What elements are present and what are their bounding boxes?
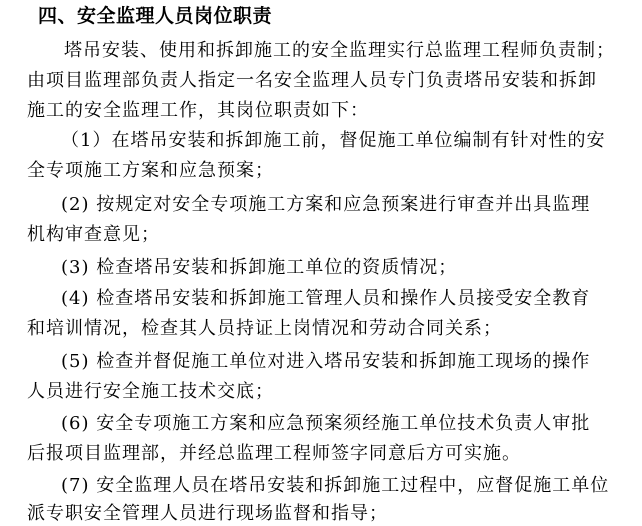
section-heading: 四、安全监理人员岗位职责: [38, 5, 273, 27]
item-6-line-1: (6) 安全专项施工方案和应急预案须经施工单位技术负责人审批: [61, 413, 591, 434]
item-2-line-1: (2) 按规定对安全专项施工方案和应急预案进行审查并出具监理: [61, 194, 591, 215]
item-4-line-2: 和培训情况，检查其人员持证上岗情况和劳动合同关系；: [27, 318, 502, 339]
item-3-line-1: (3) 检查塔吊安装和拆卸施工单位的资质情况；: [61, 257, 458, 278]
item-5-line-1: (5) 检查并督促施工单位对进入塔吊安装和拆卸施工现场的操作: [61, 351, 591, 372]
item-6-line-2: 后报项目监理部，并经总监理工程师签字同意后方可实施。: [27, 443, 521, 464]
item-5-line-2: 人员进行安全施工技术交底；: [27, 381, 274, 402]
item-7-line-2: 派专职安全管理人员进行现场监督和指导；: [27, 503, 388, 524]
intro-line-1: 塔吊安装、使用和拆卸施工的安全监理实行总监理工程师负责制；: [64, 40, 615, 61]
item-1-line-1: （1）在塔吊安装和拆卸施工前，督促施工单位编制有针对性的安: [61, 130, 606, 151]
item-2-line-2: 机构审查意见；: [27, 224, 160, 245]
item-7-line-1: (7) 安全监理人员在塔吊安装和拆卸施工过程中，应督促施工单位: [61, 475, 610, 496]
item-1-line-2: 全专项施工方案和应急预案；: [27, 160, 274, 181]
intro-line-3: 施工的安全监理工作，其岗位职责如下：: [27, 100, 369, 121]
item-4-line-1: (4) 检查塔吊安装和拆卸施工管理人员和操作人员接受安全教育: [61, 288, 591, 309]
intro-line-2: 由项目监理部负责人指定一名安全监理人员专门负责塔吊安装和拆卸: [27, 70, 597, 91]
